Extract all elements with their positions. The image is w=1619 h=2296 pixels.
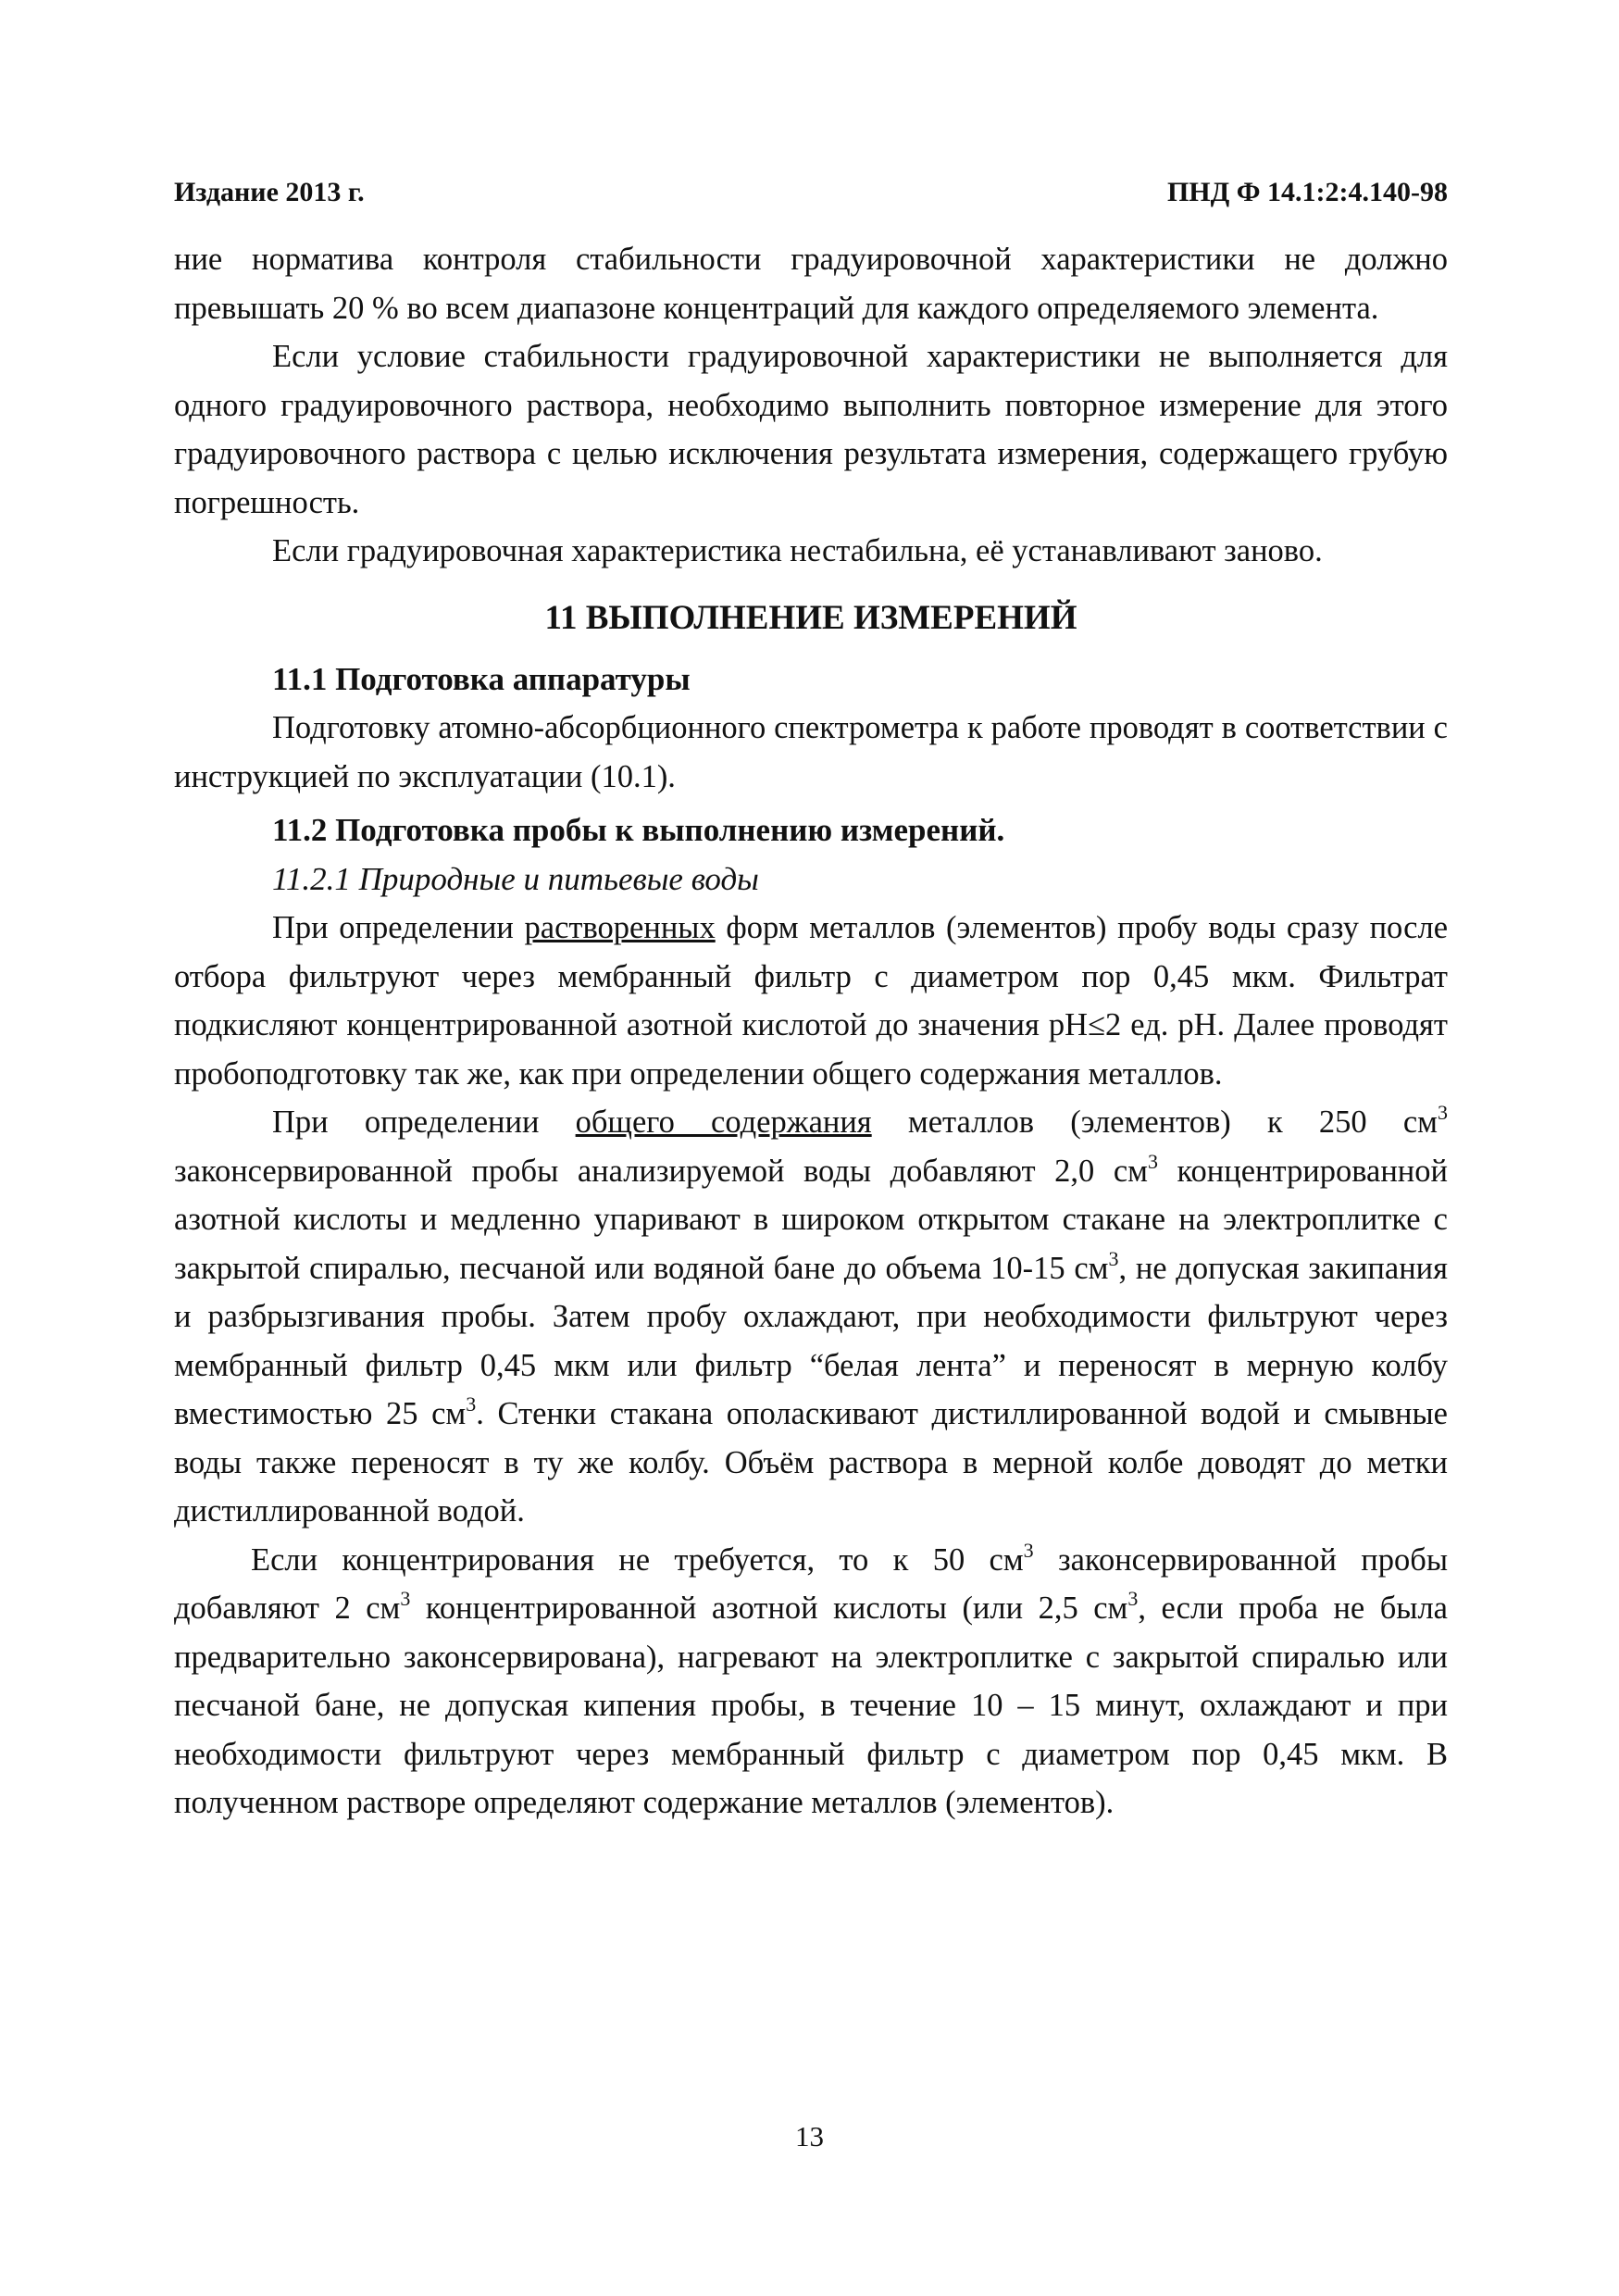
text-run: металлов (элементов) к 250 см xyxy=(871,1104,1438,1140)
paragraph-no-concentration xyxy=(174,1536,1448,1828)
text-run: , не допуская закипания и разбрызгивания пробы. Затем пробу охлаждают, при необходимости фильтруют через мембранный фильтр 0,45 мкм или фильтр “белая лента” и переносят в мерную колбу вместимостью 25 см xyxy=(174,1250,1448,1431)
text-run: При определении xyxy=(272,1104,576,1140)
superscript: 3 xyxy=(1438,1101,1448,1124)
paragraph-apparatus-preparation: Подготовку атомно-абсорбционного спектрометра к работе проводят в соответствии с инструкцией по эксплуатации (10.1). xyxy=(174,710,1448,794)
paragraph-unstable-characteristic: Если градуировочная характеристика нестабильна, её устанавливают заново. xyxy=(272,533,1323,568)
text-run: форм металлов (элементов) пробу воды сразу после отбора фильтруют через мембранный фильтр с диаметром пор 0,45 мкм. Фильтрат подкисляют концентрированной азотной кислотой до значения pH≤2 ед. pH. Далее проводят пробоподготовку так же, как при определении общего содержания металлов. xyxy=(174,910,1449,1092)
underlined-term: растворенных xyxy=(524,910,716,945)
text-run: , если проба не была предварительно законсервирована), нагревают на электроплитке с закрытой спиралью или песчаной бане, не допуская кипения пробы, в течение 10 – 15 минут, охлаждают и при необходимости фильтруют через мембранный фильтр с диаметром пор 0,45 мкм. В полученном растворе определяют содержание металлов (элементов). xyxy=(174,1591,1448,1820)
superscript: 3 xyxy=(1147,1149,1158,1173)
superscript: 3 xyxy=(400,1587,411,1610)
text-run: законсервированной пробы добавляют 2 см xyxy=(174,1541,1448,1626)
subsubsection-title-11-2-1: 11.2.1 Природные и питьевые воды xyxy=(272,860,759,897)
text-run: концентрированной азотной кислоты (или 2,5 см xyxy=(410,1591,1128,1626)
superscript: 3 xyxy=(1023,1538,1034,1562)
underlined-term: общего содержания xyxy=(575,1104,872,1140)
subsection-title-11-2: 11.2 Подготовка пробы к выполнению измерений. xyxy=(272,812,1005,848)
text-run: . Стенки стакана ополаскивают дистиллированной водой и смывные воды также переносят в ту же колбу. Объём раствора в мерной колбе доводят до метки дистиллированной водой. xyxy=(174,1396,1448,1529)
page-number: 13 xyxy=(795,2120,824,2152)
text-run: концентрированной азотной кислоты и медленно упаривают в широком открытом стакане на электроплитке с закрытой спиралью, песчаной или водяной бане до объема 10-15 см xyxy=(174,1153,1448,1286)
superscript: 3 xyxy=(466,1392,477,1416)
superscript: 3 xyxy=(1127,1587,1139,1610)
text-run: При определении xyxy=(272,910,525,945)
text-run: законсервированной пробы анализируемой воды добавляют 2,0 см xyxy=(174,1153,1148,1189)
document-page xyxy=(174,176,1448,1828)
text-run: Если концентрирования не требуется, то к 50 см xyxy=(251,1541,1024,1578)
section-title: 11 ВЫПОЛНЕНИЕ ИЗМЕРЕНИЙ xyxy=(544,598,1077,637)
running-header xyxy=(174,176,1448,209)
edition-label: Издание 2013 г. xyxy=(174,177,365,207)
paragraph-dissolved-forms xyxy=(174,904,1448,1098)
paragraph-stability-condition: Если условие стабильности градуировочной характеристики не выполняется для одного градуировочного раствора, необходимо выполнить повторное измерение для этого градуировочного раствора с целью исключения результата измерения, содержащего грубую погрешность. xyxy=(174,339,1448,520)
paragraph-continuation: ние норматива контроля стабильности градуировочной характеристики не должно превышать 20 % во всем диапазоне концентраций для каждого определяемого элемента. xyxy=(174,242,1448,326)
subsection-title-11-1: 11.1 Подготовка аппаратуры xyxy=(272,660,691,697)
document-code: ПНД Ф 14.1:2:4.140-98 xyxy=(1166,177,1448,207)
paragraph-total-content xyxy=(174,1098,1448,1536)
superscript: 3 xyxy=(1108,1246,1119,1270)
